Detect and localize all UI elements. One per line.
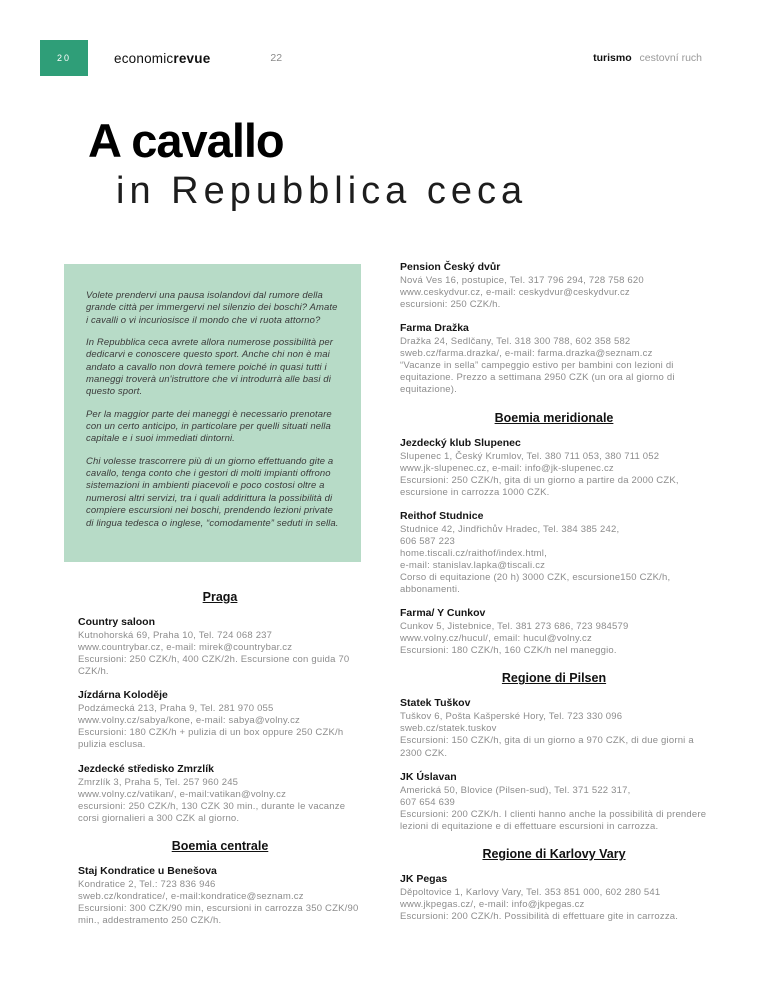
- listing: [78, 865, 362, 927]
- listing-line: e-mail: stanislav.lapka@tiscali.cz: [400, 559, 546, 571]
- title-sub: in Repubblica ceca: [116, 170, 528, 213]
- listing-name: Farma Dražka: [400, 322, 469, 335]
- intro-paragraph-1: Volete prendervi una pausa isolandovi dal rumore della grande città per immergervi nel silenzio dei boschi? Amate i cavalli o vi incuriosisce il mondo che vi ruota attorno?: [86, 290, 338, 326]
- listing-line: www.jk-slupenec.cz, e-mail: info@jk-slupenec.cz: [400, 462, 614, 474]
- listing-line: Escursioni: 250 CZK/h, gita di un giorno a partire da 2000 CZK, escursione in carrozza 1000 CZK.: [400, 474, 679, 498]
- article-title: [88, 116, 527, 213]
- listing-line: Escursioni: 200 CZK/h. I clienti hanno anche la possibilità di prendere lezioni di equitazione e di effettuare escursioni in carrozza.: [400, 808, 707, 832]
- listing-name: Staj Kondratice u Benešova: [78, 864, 217, 877]
- brand-name-light: economic: [114, 50, 174, 66]
- brand-name-bold: revue: [173, 50, 211, 66]
- listing: [78, 616, 362, 678]
- listing: [78, 689, 362, 751]
- listing-line: Escursioni: 180 CZK/h, 160 CZK/h nel maneggio.: [400, 645, 617, 657]
- listing: [400, 873, 708, 923]
- listing-line: www.ceskydvur.cz, e-mail: ceskydvur@ceskydvur.cz: [400, 287, 630, 299]
- listing: [400, 261, 708, 311]
- listing-line: escursioni: 250 CZK/h, 130 CZK 30 min., durante le vacanze corsi giornalieri a 300 CZK al giorno.: [78, 800, 346, 824]
- listing-line: “Vacanze in sella” campeggio estivo per bambini con lezioni di equitazione. Prezzo a settimana 2950 CZK (un ora al giorno di equitazione).: [400, 360, 675, 396]
- issue-number: 22: [270, 52, 283, 64]
- page-header: [40, 40, 702, 76]
- listing-name: Jezdecký klub Slupenec: [400, 436, 521, 449]
- listing-line: Dražka 24, Sedlčany, Tel. 318 300 788, 602 358 582: [400, 336, 631, 348]
- listing-line: www.countrybar.cz, e-mail: mirek@countrybar.cz: [78, 642, 293, 654]
- listing-line: Kondratice 2, Tel.: 723 836 946: [78, 878, 216, 890]
- listing-name: JK Pegas: [400, 872, 448, 885]
- intro-paragraph-4: Chi volesse trascorrere più di un giorno effettuando gite a cavallo, tenga conto che i gestori di molti impianti offrono sistemazioni in ambienti piacevoli e poco costosi oltre a numerosi altri servizi, tra i quali addirittura la possibilità di compiere escursioni nei boschi, prendendo lezioni private di lingua tedesca o inglese, “comodamente” seduti in sella.: [86, 455, 339, 529]
- section-name: turismo: [593, 52, 632, 64]
- intro-paragraph-3: Per la maggior parte dei maneggi è necessario prenotare con un certo anticipo, in particolare per quelli situati nella capitale e i suoi immediati dintorni.: [86, 408, 332, 445]
- section-heading: Boemia centrale: [171, 838, 269, 853]
- section-label: [593, 52, 702, 64]
- section-subtitle: cestovní ruch: [639, 52, 702, 64]
- listing-name: Pension Český dvůr: [400, 261, 501, 273]
- listing-line: Zmrzlík 3, Praha 5, Tel. 257 960 245: [78, 776, 239, 788]
- listing-line: www.volny.cz/hucul/, email: hucul@volny.cz: [400, 633, 592, 645]
- listing-name: JK Úslavan: [400, 770, 457, 783]
- listing-line: escursioni: 250 CZK/h.: [400, 299, 501, 311]
- listing-line: Kutnohorská 69, Praha 10, Tel. 724 068 237: [78, 630, 273, 641]
- listing-line: Americká 50, Blovice (Pilsen-sud), Tel. 371 522 317,: [400, 784, 631, 796]
- listing-line: Studnice 42, Jindřichův Hradec, Tel. 384 385 242,: [400, 523, 620, 535]
- intro-box: [64, 264, 361, 562]
- listing-line: Podzámecká 213, Praha 9, Tel. 281 970 055: [78, 703, 274, 715]
- listing-name: Jízdárna Koloděje: [78, 689, 168, 702]
- listing-line: sweb.cz/farma.drazka/, e-mail: farma.drazka@seznam.cz: [400, 348, 653, 360]
- intro-paragraph-2: In Repubblica ceca avrete allora numerose possibilità per dedicarvi e conoscere questo sport. Anche chi non è mai andato a cavallo non dovrà temere poiché in quasi tutti i maneggi troverà un'istruttore che vi introdurrà alle basi di questo sport.: [86, 337, 334, 398]
- listing: [400, 322, 708, 396]
- listing-line: Escursioni: 150 CZK/h, gita di un giorno a 970 CZK, di due giorni a 2300 CZK.: [400, 735, 694, 759]
- listing-line: 607 654 639: [400, 796, 456, 808]
- listing-line: www.jkpegas.cz/, e-mail: info@jkpegas.cz: [400, 898, 585, 910]
- listing-name: Jezdecké středisko Zmrzlík: [78, 762, 214, 775]
- section-heading: Regione di Karlovy Vary: [482, 846, 626, 861]
- listing-line: Cunkov 5, Jistebnice, Tel. 381 273 686, 723 984579: [400, 621, 629, 633]
- listing: [400, 510, 708, 596]
- magazine-brand: [114, 51, 210, 66]
- listing: [400, 607, 708, 657]
- right-column: [400, 261, 708, 934]
- listing-line: Corso di equitazione (20 h) 3000 CZK, escursione150 CZK/h, abbonamenti.: [400, 572, 671, 596]
- listing-line: Escursioni: 250 CZK/h, 400 CZK/2h. Escursione con guida 70 CZK/h.: [78, 654, 350, 678]
- listing-line: sweb.cz/kondratice/, e-mail:kondratice@seznam.cz: [78, 890, 304, 902]
- listing-line: Nová Ves 16, postupice, Tel. 317 796 294, 728 758 620: [400, 275, 644, 286]
- left-column: [78, 590, 362, 938]
- listing: [400, 697, 708, 759]
- listing-line: Děpoltovice 1, Karlovy Vary, Tel. 353 851 000, 602 280 541: [400, 886, 661, 898]
- page-number-box: [40, 40, 88, 76]
- listing-line: Slupenec 1, Český Krumlov, Tel. 380 711 053, 380 711 052: [400, 450, 660, 462]
- listing-line: Escursioni: 200 CZK/h. Possibilità di effettuare gite in carrozza.: [400, 910, 679, 922]
- listing-name: Farma/ Y Cunkov: [400, 607, 486, 620]
- listing-line: home.tiscali.cz/raithof/index.html,: [400, 547, 547, 559]
- section-heading: Praga: [202, 590, 238, 604]
- listing: [400, 771, 708, 833]
- listing-line: www.volny.cz/sabya/kone, e-mail: sabya@volny.cz: [78, 715, 300, 727]
- listing-line: Escursioni: 180 CZK/h + pulizia di un box oppure 250 CZK/h pulizia esclusa.: [78, 727, 344, 751]
- listing-line: sweb.cz/statek.tuskov: [400, 723, 497, 735]
- listing-name: Country saloon: [78, 616, 156, 628]
- listing-line: Tuškov 6, Pošta Kašperské Hory, Tel. 723 330 096: [400, 711, 623, 723]
- listing: [78, 763, 362, 825]
- listing-line: 606 587 223: [400, 535, 456, 547]
- section-heading: Boemia meridionale: [494, 410, 614, 425]
- listing: [400, 437, 708, 499]
- listing-name: Reithof Studnice: [400, 509, 484, 522]
- page-number: 20: [56, 53, 71, 63]
- title-main: A cavallo: [88, 114, 284, 167]
- listing-line: Escursioni: 300 CZK/90 min, escursioni in carrozza 350 CZK/90 min., addestramento 250 CZK/h.: [78, 902, 359, 926]
- section-heading: Regione di Pilsen: [501, 671, 607, 686]
- listing-line: www.volny.cz/vatikan/, e-mail:vatikan@volny.cz: [78, 788, 287, 800]
- listing-name: Statek Tuškov: [400, 697, 471, 710]
